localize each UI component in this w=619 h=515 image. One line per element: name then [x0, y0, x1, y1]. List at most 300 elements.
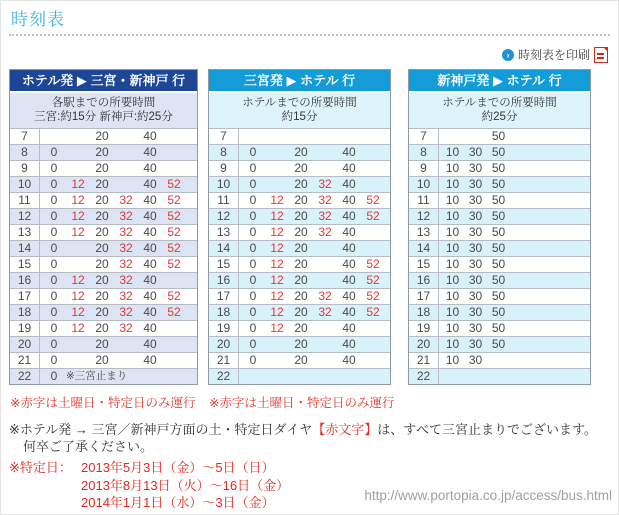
bottom-note-line2: 何卒ご了承ください。: [23, 439, 154, 454]
timetable-row: [209, 128, 390, 144]
dotted-divider: [9, 34, 610, 36]
minute-value: 0: [50, 241, 58, 255]
minute-value: 0: [249, 145, 257, 159]
minute-value: 40: [143, 241, 157, 255]
minutes-cell: [439, 305, 590, 320]
minute-value: 10: [445, 241, 460, 255]
minute-value: 40: [342, 177, 356, 191]
minute-value: 32: [119, 273, 133, 287]
minute-value: 52: [167, 241, 181, 255]
minute-value: 40: [342, 161, 356, 175]
minute-value: 0: [249, 161, 257, 175]
hour-cell: 15: [409, 257, 439, 272]
minute-value: 10: [445, 353, 460, 367]
minutes-cell: [239, 161, 390, 176]
table-header: ホテル発 ▶ 三宮・新神戸 行: [10, 70, 197, 93]
hour-cell: 22: [10, 369, 40, 384]
minute-value: 40: [143, 289, 157, 303]
minutes-cell: [239, 209, 390, 224]
timetable-row: [10, 176, 197, 192]
hour-cell: 11: [209, 193, 239, 208]
hour-cell: 22: [209, 369, 239, 384]
hour-cell: 13: [10, 225, 40, 240]
minute-value: 20: [294, 177, 308, 191]
hour-cell: 18: [10, 305, 40, 320]
minutes-cell: [239, 321, 390, 336]
minute-value: 20: [95, 321, 109, 335]
timetable-row: [409, 368, 590, 384]
minute-value: 32: [119, 193, 133, 207]
minute-value: 20: [294, 305, 308, 319]
minute-value: 30: [468, 193, 483, 207]
hour-cell: 14: [409, 241, 439, 256]
minute-value: 32: [318, 177, 332, 191]
minute-value: 50: [491, 257, 506, 271]
hour-cell: 16: [209, 273, 239, 288]
hour-cell: 17: [10, 289, 40, 304]
minutes-cell: [439, 193, 590, 208]
minute-value: 30: [468, 177, 483, 191]
timetable-row: [409, 144, 590, 160]
hour-cell: 12: [409, 209, 439, 224]
timetable-row: [409, 224, 590, 240]
hour-cell: 20: [409, 337, 439, 352]
minutes-cell: [239, 289, 390, 304]
minute-value: 30: [468, 353, 483, 367]
minute-value: 32: [318, 193, 332, 207]
hour-cell: 8: [209, 145, 239, 160]
minute-value: 30: [468, 273, 483, 287]
hour-cell: 21: [10, 353, 40, 368]
minutes-cell: [439, 129, 590, 144]
minute-value: 50: [491, 241, 506, 255]
timetable-row: [409, 288, 590, 304]
timetable-row: [209, 352, 390, 368]
minutes-cell: [40, 305, 197, 320]
minutes-cell: [239, 177, 390, 192]
minutes-cell: [40, 289, 197, 304]
minute-value: 10: [445, 289, 460, 303]
hour-cell: 20: [10, 337, 40, 352]
minute-value: 12: [71, 321, 85, 335]
hour-cell: 17: [409, 289, 439, 304]
timetable-row: [10, 304, 197, 320]
red-legend-note-middle: ※赤字は土曜日・特定日のみ運行: [209, 396, 395, 410]
minute-value: 20: [95, 145, 109, 159]
hour-cell: 11: [409, 193, 439, 208]
minute-value: 0: [50, 305, 58, 319]
timetable-row: [209, 208, 390, 224]
timetable-row: [209, 144, 390, 160]
bottom-note-line1: ※ホテル発 → 三宮／新神戸方面の土・特定日ダイヤ【赤文字】は、すべて三宮止まりでございます。: [9, 422, 597, 437]
minute-value: 12: [71, 177, 85, 191]
red-legend-note-left: ※赤字は土曜日・特定日のみ運行: [10, 396, 196, 410]
minute-value: 50: [491, 177, 506, 191]
minute-value: 50: [491, 225, 506, 239]
minute-value: 32: [318, 225, 332, 239]
minute-value: 0: [249, 257, 257, 271]
minute-value: 40: [143, 225, 157, 239]
timetable-row: [409, 192, 590, 208]
minute-value: 0: [50, 225, 58, 239]
hour-cell: 14: [10, 241, 40, 256]
minutes-cell: [439, 289, 590, 304]
minute-value: 32: [318, 289, 332, 303]
minute-value: 0: [50, 273, 58, 287]
hour-cell: 8: [10, 145, 40, 160]
minute-value: 30: [468, 161, 483, 175]
minute-value: 30: [468, 209, 483, 223]
minute-value: 30: [468, 145, 483, 159]
minute-value: 12: [270, 193, 284, 207]
row-note: ※三宮止まり: [66, 370, 128, 382]
minute-value: 20: [95, 161, 109, 175]
bottom-note: [9, 421, 597, 455]
minutes-cell: [439, 369, 590, 384]
minute-value: 10: [445, 337, 460, 351]
timetable-row: [10, 336, 197, 352]
minute-value: 20: [294, 321, 308, 335]
minutes-cell: [239, 353, 390, 368]
print-timetable-link[interactable]: [502, 46, 608, 63]
minute-value: 20: [95, 209, 109, 223]
minute-value: 10: [445, 321, 460, 335]
minute-value: 0: [249, 321, 257, 335]
timetable-row: [409, 240, 590, 256]
minute-value: 10: [445, 225, 460, 239]
minute-value: 30: [468, 337, 483, 351]
minute-value: 0: [249, 305, 257, 319]
hour-cell: 19: [209, 321, 239, 336]
minute-value: 20: [294, 241, 308, 255]
hour-cell: 7: [409, 129, 439, 144]
minute-value: 40: [342, 337, 356, 351]
minute-value: 32: [119, 225, 133, 239]
specified-days-dates: [81, 459, 289, 512]
minute-value: 30: [468, 241, 483, 255]
timetable-row: [409, 160, 590, 176]
minute-value: 40: [143, 145, 157, 159]
minute-value: 0: [249, 209, 257, 223]
minute-value: 0: [249, 225, 257, 239]
minute-value: 30: [468, 321, 483, 335]
minute-value: 12: [270, 305, 284, 319]
minute-value: 40: [143, 273, 157, 287]
timetable-row: [209, 192, 390, 208]
timetable-row: [10, 160, 197, 176]
minute-value: 50: [491, 289, 506, 303]
hour-cell: 16: [10, 273, 40, 288]
minute-value: 12: [270, 321, 284, 335]
hour-cell: 21: [209, 353, 239, 368]
minute-value: 50: [491, 209, 506, 223]
timetable-row: [409, 272, 590, 288]
minutes-cell: [239, 193, 390, 208]
minute-value: 52: [366, 257, 380, 271]
minute-value: 40: [342, 193, 356, 207]
minute-value: 52: [366, 273, 380, 287]
minutes-cell: [439, 225, 590, 240]
minute-value: 0: [50, 369, 58, 383]
timetable-row: [10, 256, 197, 272]
minute-value: 40: [143, 353, 157, 367]
timetable-row: [409, 304, 590, 320]
minute-value: 52: [366, 193, 380, 207]
timetable-row: [209, 176, 390, 192]
minute-value: 0: [249, 241, 257, 255]
minute-value: 32: [318, 305, 332, 319]
table-subheader: 各駅までの所要時間 三宮:約15分 新神戸:約25分: [10, 93, 197, 128]
minutes-cell: [239, 369, 390, 384]
specified-days-label: ※特定日：: [9, 460, 72, 475]
minute-value: 40: [342, 225, 356, 239]
timetable-row: [10, 144, 197, 160]
hour-cell: 14: [209, 241, 239, 256]
minute-value: 12: [71, 193, 85, 207]
minute-value: 10: [445, 209, 460, 223]
minute-value: 0: [249, 273, 257, 287]
timetable-shinkobe-to-hotel: [408, 69, 591, 385]
specified-date-line: 2013年8月13日（火）～16日（金）: [81, 477, 290, 493]
hour-cell: 12: [209, 209, 239, 224]
minute-value: 20: [95, 241, 109, 255]
minute-value: 32: [318, 209, 332, 223]
hour-cell: 7: [10, 129, 40, 144]
minute-value: 40: [143, 193, 157, 207]
minutes-cell: [439, 353, 590, 368]
specified-date-line: 2013年5月3日（金）～5日（日）: [81, 460, 275, 475]
hour-cell: 20: [209, 337, 239, 352]
timetable-row: [209, 224, 390, 240]
minute-value: 40: [342, 273, 356, 287]
minutes-cell: [239, 129, 390, 144]
minute-value: 30: [468, 225, 483, 239]
minutes-cell: [40, 321, 197, 336]
minute-value: 52: [167, 177, 181, 191]
hour-cell: 9: [209, 161, 239, 176]
red-text-emphasis: 【赤文字】: [312, 422, 378, 437]
minute-value: 20: [294, 337, 308, 351]
hour-cell: 10: [10, 177, 40, 192]
timetable-row: [409, 256, 590, 272]
hour-cell: 19: [10, 321, 40, 336]
minute-value: 52: [167, 305, 181, 319]
timetable-row: [409, 336, 590, 352]
minute-value: 50: [491, 321, 506, 335]
hour-cell: 13: [209, 225, 239, 240]
timetable-row: [10, 240, 197, 256]
minute-value: 20: [95, 257, 109, 271]
minute-value: 20: [95, 129, 109, 143]
minute-value: 52: [167, 257, 181, 271]
page-title: 時刻表: [11, 10, 65, 29]
minute-value: 0: [249, 289, 257, 303]
minute-value: 20: [95, 305, 109, 319]
minute-value: 20: [294, 193, 308, 207]
minutes-cell: [439, 321, 590, 336]
timetable-row: [10, 352, 197, 368]
minutes-cell: [439, 209, 590, 224]
minute-value: 32: [119, 209, 133, 223]
hour-cell: 13: [409, 225, 439, 240]
minute-value: 20: [95, 353, 109, 367]
minute-value: 52: [167, 209, 181, 223]
hour-cell: 19: [409, 321, 439, 336]
timetable-sannomiya-to-hotel: [208, 69, 391, 385]
timetable-row: [409, 176, 590, 192]
hour-cell: 9: [10, 161, 40, 176]
pdf-icon: [594, 47, 608, 63]
minute-value: 32: [119, 257, 133, 271]
minute-value: 40: [342, 209, 356, 223]
minute-value: 0: [50, 177, 58, 191]
hour-cell: 8: [409, 145, 439, 160]
minute-value: 52: [366, 305, 380, 319]
minute-value: 20: [294, 353, 308, 367]
timetable-row: [409, 320, 590, 336]
minute-value: 30: [468, 257, 483, 271]
minute-value: 40: [342, 145, 356, 159]
minute-value: 12: [71, 209, 85, 223]
minute-value: 50: [491, 305, 506, 319]
minutes-cell: [239, 337, 390, 352]
hour-cell: 18: [209, 305, 239, 320]
minute-value: 0: [249, 177, 257, 191]
timetable-row: [10, 128, 197, 144]
minute-value: 0: [249, 337, 257, 351]
minutes-cell: [40, 209, 197, 224]
minutes-cell: [239, 305, 390, 320]
minute-value: 40: [143, 129, 157, 143]
timetable-row: [10, 192, 197, 208]
minute-value: 10: [445, 257, 460, 271]
minutes-cell: [40, 241, 197, 256]
minute-value: 40: [143, 321, 157, 335]
minute-value: 40: [143, 257, 157, 271]
timetable-row: [209, 272, 390, 288]
minute-value: 50: [491, 161, 506, 175]
minute-value: 40: [342, 257, 356, 271]
minutes-cell: [439, 337, 590, 352]
minute-value: 50: [491, 273, 506, 287]
minutes-cell: [439, 257, 590, 272]
hour-cell: 7: [209, 129, 239, 144]
table-header: 三宮発 ▶ ホテル 行: [209, 70, 390, 93]
hour-cell: 11: [10, 193, 40, 208]
minutes-cell: [40, 193, 197, 208]
minute-value: 10: [445, 273, 460, 287]
minute-value: 50: [491, 129, 506, 143]
minute-value: 12: [71, 273, 85, 287]
minute-value: 12: [270, 257, 284, 271]
minutes-cell: [239, 225, 390, 240]
minutes-cell: [40, 353, 197, 368]
minute-value: 40: [342, 305, 356, 319]
minute-value: 10: [445, 305, 460, 319]
specified-days-note: [9, 459, 289, 512]
minute-value: 20: [95, 177, 109, 191]
table-header: 新神戸発 ▶ ホテル 行: [409, 70, 590, 93]
minute-value: 40: [342, 353, 356, 367]
minute-value: 20: [95, 193, 109, 207]
timetable-row: [209, 304, 390, 320]
minute-value: 12: [71, 225, 85, 239]
minute-value: 32: [119, 321, 133, 335]
hour-cell: 16: [409, 273, 439, 288]
minute-value: 12: [270, 273, 284, 287]
minute-value: 40: [143, 337, 157, 351]
minute-value: 32: [119, 289, 133, 303]
hour-cell: 21: [409, 353, 439, 368]
minute-value: 20: [294, 161, 308, 175]
minute-value: 52: [366, 209, 380, 223]
minute-value: 0: [249, 193, 257, 207]
minutes-cell: [40, 369, 197, 384]
minute-value: 20: [294, 289, 308, 303]
minute-value: 10: [445, 177, 460, 191]
timetable-row: [10, 224, 197, 240]
minute-value: 40: [342, 321, 356, 335]
hour-cell: 12: [10, 209, 40, 224]
minute-value: 12: [71, 289, 85, 303]
minute-value: 12: [270, 289, 284, 303]
minute-value: 30: [468, 289, 483, 303]
minute-value: 0: [50, 209, 58, 223]
timetable-row: [10, 288, 197, 304]
minutes-cell: [239, 241, 390, 256]
timetable-row: [10, 320, 197, 336]
minute-value: 12: [270, 209, 284, 223]
minute-value: 40: [143, 209, 157, 223]
timetable-row: [409, 128, 590, 144]
timetable-row: [409, 352, 590, 368]
minutes-cell: [439, 145, 590, 160]
minutes-cell: [239, 273, 390, 288]
hour-cell: 15: [10, 257, 40, 272]
minute-value: 52: [167, 193, 181, 207]
minute-value: 20: [294, 225, 308, 239]
timetable-hotel-to-sannomiya-shinkobe: [9, 69, 198, 385]
print-link-label: 時刻表を印刷: [517, 48, 590, 62]
minute-value: 0: [50, 145, 58, 159]
minute-value: 50: [491, 337, 506, 351]
timetable-row: [209, 160, 390, 176]
timetable-row: [10, 272, 197, 288]
timetable-row: [209, 320, 390, 336]
minute-value: 52: [366, 289, 380, 303]
minute-value: 20: [294, 257, 308, 271]
minute-value: 10: [445, 161, 460, 175]
url-watermark: http://www.portopia.co.jp/access/bus.html: [364, 488, 612, 503]
minutes-cell: [40, 177, 197, 192]
hour-cell: 18: [409, 305, 439, 320]
minute-value: 20: [95, 337, 109, 351]
arrow-circle-icon: ›: [502, 49, 514, 61]
minutes-cell: [439, 177, 590, 192]
minute-value: 0: [50, 161, 58, 175]
timetable-row: [209, 336, 390, 352]
minute-value: 10: [445, 193, 460, 207]
minute-value: 30: [468, 305, 483, 319]
minute-value: 0: [50, 193, 58, 207]
minutes-cell: [40, 225, 197, 240]
minute-value: 20: [95, 273, 109, 287]
timetable-row: [209, 256, 390, 272]
timetable-row: [209, 240, 390, 256]
minute-value: 0: [50, 289, 58, 303]
minute-value: 32: [119, 305, 133, 319]
hour-cell: 10: [209, 177, 239, 192]
